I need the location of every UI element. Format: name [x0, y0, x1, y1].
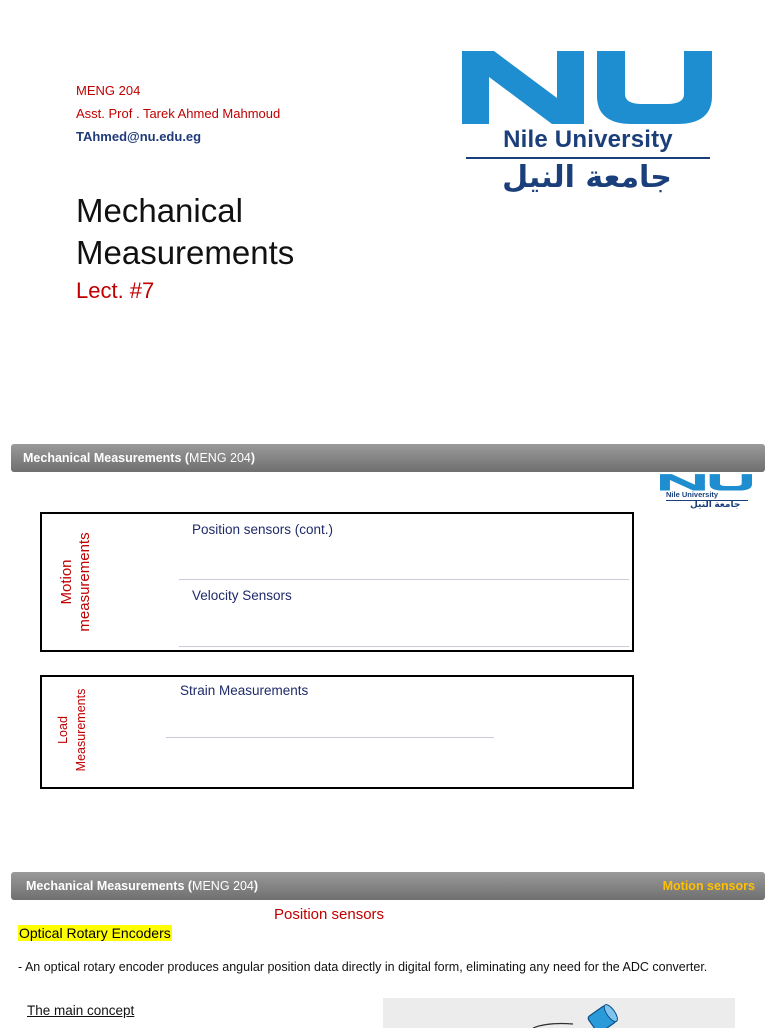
slide3-header-bar — [11, 872, 765, 900]
slide2-header-bar — [11, 444, 765, 472]
professor-name: Asst. Prof . Tarek Ahmed Mahmoud — [76, 106, 281, 121]
header-course: MENG 204 — [189, 451, 251, 465]
topic-strain-measurements: Strain Measurements — [180, 683, 309, 698]
logo-divider — [466, 157, 710, 159]
nile-university-small-logo — [660, 473, 752, 513]
slide-title — [76, 190, 294, 274]
separator-line — [179, 646, 629, 647]
header-title-bold: Mechanical Measurements ( — [26, 879, 193, 893]
small-logo-arabic: جامعة النيل — [690, 499, 741, 509]
small-logo-english: Nile University — [666, 490, 719, 499]
nile-university-logo — [462, 46, 712, 206]
nu-small-logo-icon — [660, 473, 752, 491]
title-line-2: Measurements — [76, 234, 295, 271]
load-label: Load Measurements — [56, 688, 88, 772]
topic-heading: Optical Rotary Encoders — [19, 925, 171, 941]
title-line-1: Mechanical — [76, 192, 243, 229]
header-close: ) — [253, 879, 259, 893]
concept-heading: The main concept — [27, 1003, 135, 1018]
topic-position-sensors: Position sensors (cont.) — [192, 522, 334, 537]
logo-arabic-text: جامعة النيل — [502, 160, 672, 195]
section-title: Position sensors — [274, 906, 385, 923]
motion-label: Motion measurements — [58, 532, 93, 632]
header-close: ) — [250, 451, 256, 465]
course-code: MENG 204 — [76, 83, 141, 98]
separator-line — [179, 579, 629, 580]
email-address: TAhmed@nu.edu.eg — [76, 129, 202, 144]
load-measurements-box — [40, 675, 634, 789]
topic-velocity-sensors: Velocity Sensors — [192, 588, 292, 603]
header-course: MENG 204 — [192, 879, 254, 893]
logo-english-text: Nile University — [503, 126, 673, 153]
motion-measurements-box — [40, 512, 634, 652]
section-tag: Motion sensors — [662, 879, 755, 893]
separator-line — [166, 737, 494, 738]
header-title-bold: Mechanical Measurements ( — [23, 451, 190, 465]
encoder-description: - An optical rotary encoder produces angular position data directly in digital form, eliminating any need for the ADC converter. — [18, 960, 708, 974]
nu-logo-letters-icon — [462, 46, 712, 126]
lecture-number: Lect. #7 — [76, 278, 155, 303]
